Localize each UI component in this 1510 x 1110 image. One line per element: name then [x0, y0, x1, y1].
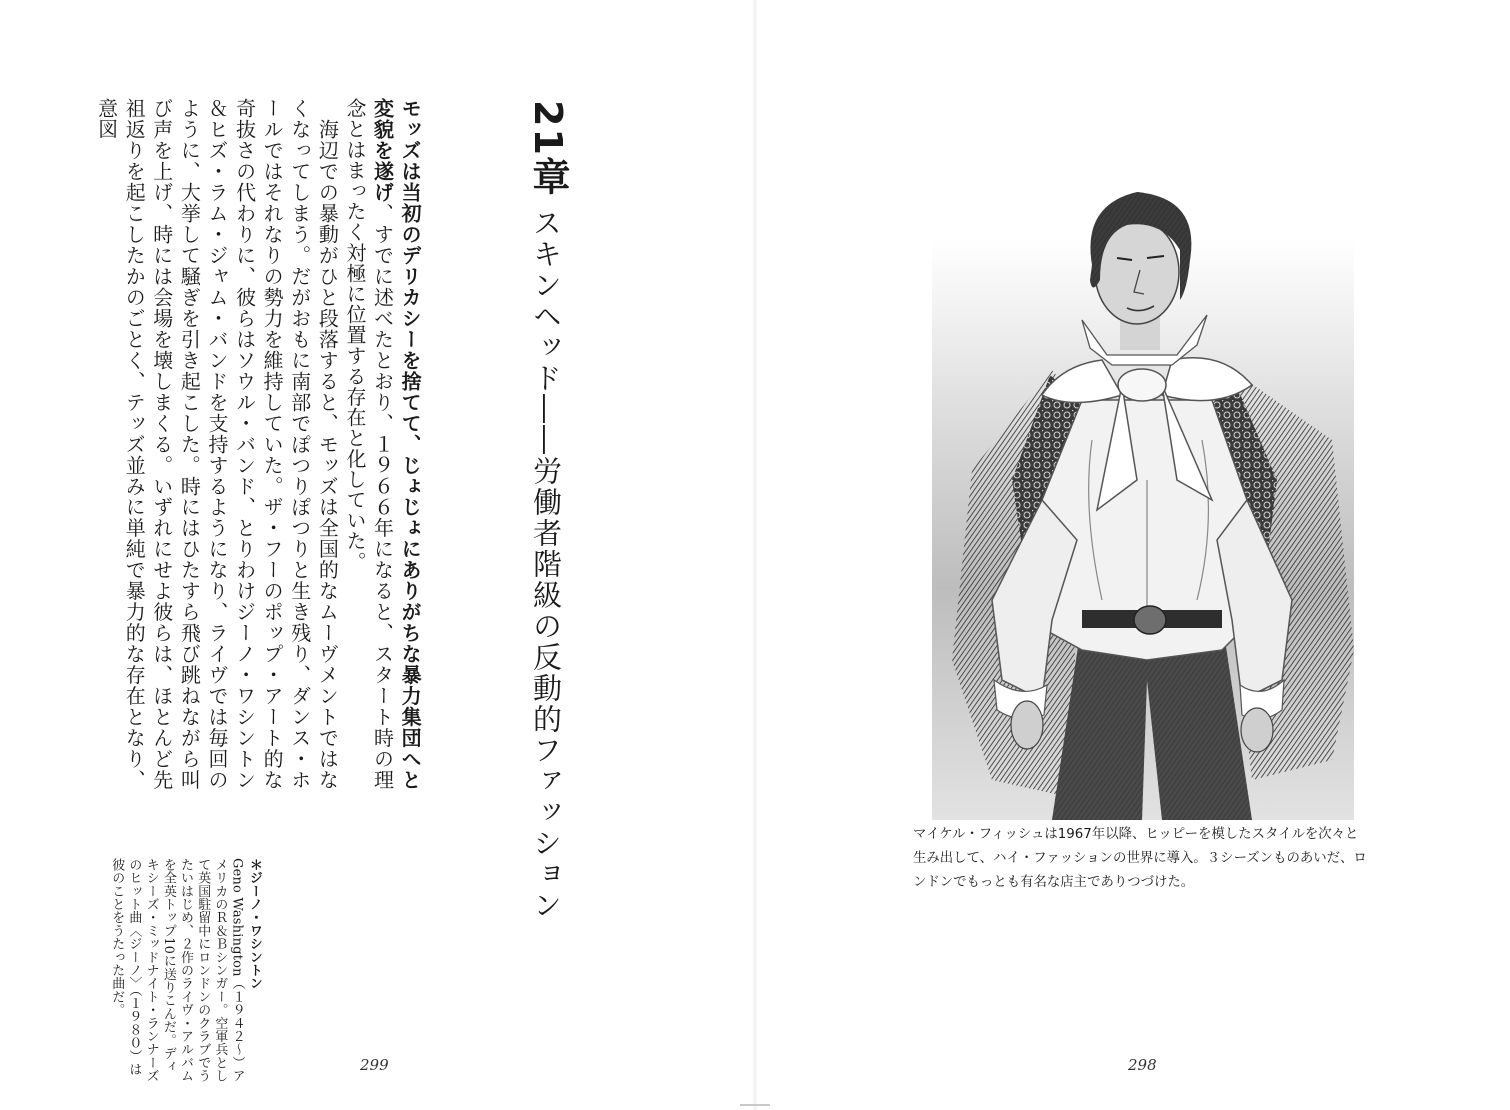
- caption-line-3: ンドンでもっとも有名な店主でありつづけた。: [913, 875, 1195, 890]
- caption-line-2: 生み出して、ハイ・ファッションの世界に導入。３シーズンものあいだ、ロ: [913, 851, 1367, 866]
- chapter-number: 21章: [526, 100, 570, 197]
- page-number-right: 298: [1128, 1056, 1157, 1074]
- body-paragraph-1: [340, 98, 423, 790]
- body-lead: モッズは当初のデリカシーを捨てて、じょじょにありがちな暴力集団へと変貌を遂げ: [370, 98, 423, 790]
- page-number-left: 299: [360, 1056, 389, 1074]
- illustration-caption: [913, 823, 1368, 895]
- footnote-body: Geno Washington（１９４２〜）アメリカのＲ＆Ｂシンガー。空軍兵として英国駐留中にロンドンのクラブでうたいはじめ、２作のライヴ・アルバムを全英トップ10に送りこんだ。ディキシーズ・ミッドナイト・ランナーズのヒット曲〈ジーノ〉（１９８０）は彼のことをうたった曲だ。: [109, 858, 245, 1083]
- footnote: [108, 858, 263, 1084]
- caption-line-1: マイケル・フィッシュは1967年以降、ヒッピーを模したスタイルを次々と: [913, 827, 1359, 842]
- page-edge-mark: [740, 1104, 770, 1106]
- michael-fish-illustration: [932, 180, 1354, 820]
- chapter-title: スキンヘッド――労働者階級の反動的ファッション: [529, 208, 563, 921]
- right-page: [755, 0, 1510, 1110]
- body-paragraph-2: 海辺での暴動がひと段落すると、モッズは全国的なムーヴメントではなくなってしまう。だがおもに南部でぽつりぽつりと生き残り、ダンス・ホールではそれなりの勢力を維持していた。ザ・フーのポップ・アート的な奇抜さの代わりに、彼らはソウル・バンド、とりわけジーノ・ワシントン＆ヒズ・ラム・ジャム・バンドを支持するようになり、ライヴでは毎回のように、大挙して騒ぎを引き起こした。時にはひたすら飛び跳ねながら叫び声を上げ、時には会場を壊しまくる。いずれにせよ彼らは、ほとんど先祖返りを起こしたかのごとく、テッズ並みに単純で暴力的な存在となり、意図: [94, 98, 340, 790]
- body-text: [92, 98, 423, 790]
- footnote-heading: ＊ジーノ・ワシントン: [246, 858, 262, 990]
- body-rest: 、すでに述べたとおり、１９６６年になると、スタート時の理念とはまったく対極に位置する存在と化していた。: [342, 98, 395, 790]
